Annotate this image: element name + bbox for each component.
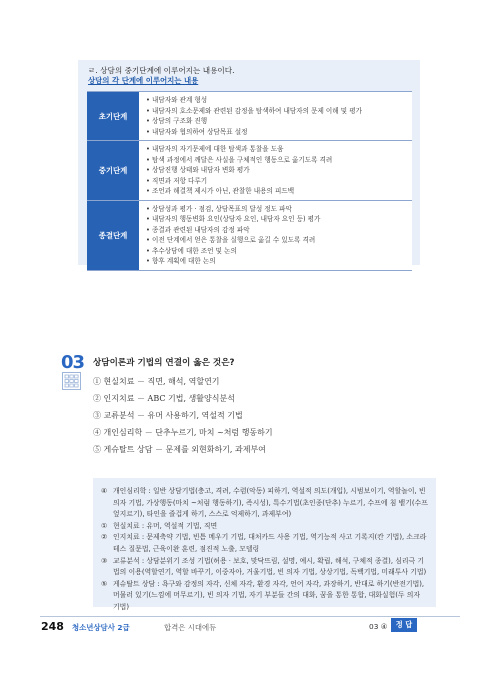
answer-reference: 03 ④ <box>369 622 388 631</box>
answer-entry-mark: ③ <box>101 556 108 565</box>
answer-entry-text: 개인심리학 : 일반 상담기법(충고, 격려, 수렴(악동) 피하기, 역설적 의도(개입), 시범보이기, 역할놀이, 빈 의자 기법, 가상행동(마치 ~처럼 행동하기), 즉시성), 특수기법(초인종(단추) 누르기, 수프에 침 뱉기(수프 엎지르기), 타인을 즐겁게 하기, 스스로 억제하기, 과제부여) <box>113 487 428 519</box>
page-number: 248 <box>41 620 64 633</box>
answer-entry-text: 인지치료 : 문제축약 기법, 빈틈 메우기 기법, 대처카드 사용 기법, 역기능적 사고 기록지(칸 기법), 소크라테스 질문법, 근육이완 훈련, 점진적 노출, 모델링 <box>113 533 427 553</box>
answer-entry-mark: ⑤ <box>101 579 108 588</box>
stage-items <box>139 92 412 140</box>
stage-item: • 내담자의 호소문제와 관련된 감정을 탐색하여 내담자의 문제 이해 및 평가 <box>146 106 406 117</box>
stage-table <box>87 91 412 271</box>
checkbox-grid-icon <box>62 372 81 390</box>
question-title: 상담이론과 기법의 연결이 옳은 것은? <box>93 358 235 368</box>
answer-entry <box>101 556 428 579</box>
stage-item: • 상담의 구조화 진행 <box>146 116 406 127</box>
stage-row-middle <box>87 140 412 200</box>
option-2[interactable]: ② 인지치료 － ABC 기법, 생활양식분석 <box>93 394 235 404</box>
stage-row-initial <box>87 91 412 140</box>
answer-entry-text: 현실치료 : 유머, 역설적 기법, 직면 <box>113 521 218 530</box>
stage-item: • 탐색 과정에서 깨달은 사실을 구체적인 행동으로 옮기도록 격려 <box>146 155 406 166</box>
stage-item: • 내담자와 관계 형성 <box>146 95 406 106</box>
book-title: 청소년상담사 2급 <box>72 623 130 632</box>
answer-entry-text: 교류분석 : 상담분위기 조성 기법(허용 · 보호, 맞닥뜨림, 설명, 예시, 확립, 해석, 구체적 종결), 심리극 기법의 이용(역할연기, 역할 바꾸기, 이중자아, 거울기법, 빈 의자 기법, 상상기법, 독백기법, 미래투사 기법) <box>113 556 427 577</box>
explanation-box <box>78 60 420 265</box>
stage-item: • 직면과 저항 다루기 <box>146 176 406 187</box>
stage-item: • 향후 계획에 대한 논의 <box>146 256 406 267</box>
answer-entry-mark: ④ <box>101 487 108 495</box>
stage-item: • 상담성과 평가 · 점검, 상담목표의 달성 정도 파악 <box>146 204 406 215</box>
stage-item: • 추수상담에 대한 조언 및 논의 <box>146 246 406 257</box>
stage-item: • 내담자의 행동변화 요인(상담자 요인, 내담자 요인 등) 평가 <box>146 214 406 225</box>
stage-label: 초기단계 <box>87 92 139 140</box>
answer-entry <box>101 532 428 555</box>
option-1[interactable]: ① 현실치료 － 직면, 해석, 역할연기 <box>93 377 220 386</box>
answer-options <box>93 373 273 458</box>
answer-entry-mark: ② <box>101 533 108 542</box>
answer-entry-text: 게슈탈트 상담 : 욕구와 감정의 자각, 신체 자각, 환경 자각, 언어 자각, 과장하기, 반대로 하기(반전기법), 머물러 있기(느낌에 머무르기), 빈 의자 기법, 자기 부분들 간의 대화, 꿈을 통한 통합, 대화실험(두 의자 기법) <box>113 579 425 611</box>
option-3[interactable]: ③ 교류분석 － 유머 사용하기, 역설적 기법 <box>93 411 243 421</box>
footer-divider <box>40 616 460 617</box>
answer-entry <box>101 486 428 521</box>
explanation-intro: ㄹ. 상담의 중기단계에 이루어지는 내용이다. <box>88 66 235 75</box>
stage-label: 중기단계 <box>87 141 139 200</box>
answer-badge: 정 답 <box>391 618 417 632</box>
answer-explanation-box <box>93 478 436 611</box>
stage-items <box>139 141 412 200</box>
publisher-tagline: 합격은 시대에듀 <box>164 623 217 632</box>
answer-entry-mark: ① <box>101 521 108 530</box>
stage-item: • 내담자와 협의하여 상담목표 설정 <box>146 127 406 138</box>
stage-items <box>139 201 412 270</box>
stage-item: • 조언과 해결책 제시가 아닌, 관찰한 내용의 피드백 <box>146 186 406 197</box>
question-number: 03 <box>61 352 85 373</box>
stage-row-final <box>87 200 412 271</box>
stage-label: 종결단계 <box>87 201 139 270</box>
answer-entry <box>101 579 428 614</box>
stage-item: • 종결과 관련된 내담자의 감정 파악 <box>146 225 406 236</box>
explanation-subhead: 상담의 각 단계에 이루어지는 내용 <box>88 76 199 85</box>
option-4[interactable]: ④ 개인심리학 － 단추누르기, 마치 ~처럼 행동하기 <box>93 428 273 438</box>
answer-entry <box>101 521 428 533</box>
stage-item: • 이전 단계에서 얻은 통찰을 실행으로 옮길 수 있도록 격려 <box>146 235 406 246</box>
option-5[interactable]: ⑤ 게슈탈트 상담 － 문제를 외현화하기, 과제부여 <box>93 445 266 455</box>
stage-item: • 내담자의 자기문제에 대한 탐색과 통찰을 도움 <box>146 144 406 155</box>
stage-item: • 상담진행 상태와 내담자 변화 평가 <box>146 165 406 176</box>
